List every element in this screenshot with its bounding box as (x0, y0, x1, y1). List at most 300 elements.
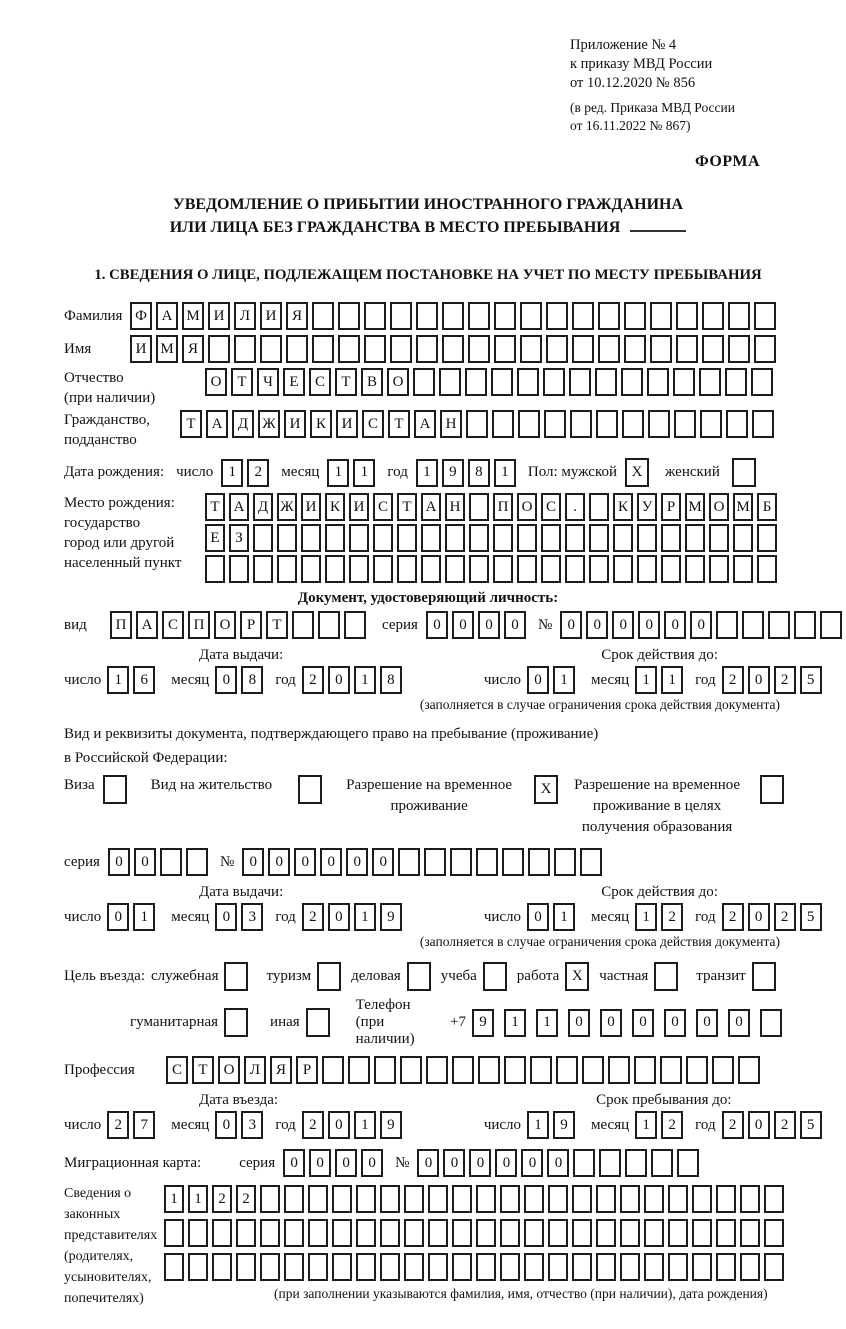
form-cell[interactable]: 0 (748, 903, 770, 931)
form-cell[interactable] (253, 555, 273, 583)
form-cell[interactable]: 9 (380, 903, 402, 931)
form-cell[interactable]: 0 (372, 848, 394, 876)
form-cell[interactable]: О (218, 1056, 240, 1084)
form-cell[interactable]: Т (266, 611, 288, 639)
form-cell[interactable]: Е (283, 368, 305, 396)
form-cell[interactable] (260, 335, 282, 363)
form-cell[interactable] (733, 555, 753, 583)
form-cell[interactable] (764, 1253, 784, 1281)
form-cell[interactable] (373, 555, 393, 583)
form-cell[interactable] (500, 1253, 520, 1281)
form-cell[interactable] (692, 1185, 712, 1213)
form-cell[interactable]: 0 (748, 1111, 770, 1139)
form-cell[interactable] (548, 1219, 568, 1247)
form-cell[interactable] (685, 524, 705, 552)
form-cell[interactable]: Т (205, 493, 225, 521)
form-cell[interactable]: 0 (600, 1009, 622, 1037)
form-cell[interactable] (624, 335, 646, 363)
form-cell[interactable]: 3 (241, 903, 263, 931)
form-cell[interactable]: 2 (107, 1111, 129, 1139)
form-cell[interactable] (397, 524, 417, 552)
form-cell[interactable] (760, 1009, 782, 1037)
form-cell[interactable]: 1 (635, 666, 657, 694)
form-cell[interactable] (284, 1185, 304, 1213)
form-cell[interactable] (543, 368, 565, 396)
form-cell[interactable]: Р (661, 493, 681, 521)
form-cell[interactable]: И (349, 493, 369, 521)
form-cell[interactable]: Н (440, 410, 462, 438)
form-cell[interactable]: 2 (212, 1185, 232, 1213)
form-cell[interactable]: И (130, 335, 152, 363)
form-cell[interactable] (356, 1219, 376, 1247)
form-cell[interactable]: 0 (328, 1111, 350, 1139)
form-cell[interactable] (397, 555, 417, 583)
form-cell[interactable]: 1 (635, 1111, 657, 1139)
form-cell[interactable]: 9 (472, 1009, 494, 1037)
form-cell[interactable]: М (733, 493, 753, 521)
form-cell[interactable] (452, 1185, 472, 1213)
form-cell[interactable] (317, 962, 341, 991)
form-cell[interactable] (390, 302, 412, 330)
form-cell[interactable] (794, 611, 816, 639)
form-cell[interactable] (212, 1219, 232, 1247)
form-cell[interactable] (620, 1253, 640, 1281)
form-cell[interactable]: К (325, 493, 345, 521)
form-cell[interactable]: 0 (107, 903, 129, 931)
form-cell[interactable] (452, 1253, 472, 1281)
form-cell[interactable] (582, 1056, 604, 1084)
form-cell[interactable]: А (414, 410, 436, 438)
form-cell[interactable] (668, 1185, 688, 1213)
form-cell[interactable] (556, 1056, 578, 1084)
form-cell[interactable] (541, 524, 561, 552)
form-cell[interactable]: 0 (632, 1009, 654, 1037)
form-cell[interactable] (764, 1219, 784, 1247)
form-cell[interactable] (493, 524, 513, 552)
form-cell[interactable] (673, 368, 695, 396)
form-cell[interactable] (733, 524, 753, 552)
form-cell[interactable]: 1 (494, 459, 516, 487)
form-cell[interactable] (676, 302, 698, 330)
form-cell[interactable] (637, 524, 657, 552)
form-cell[interactable] (674, 410, 696, 438)
form-cell[interactable]: 1 (527, 1111, 549, 1139)
form-cell[interactable] (754, 335, 776, 363)
form-cell[interactable] (728, 335, 750, 363)
form-cell[interactable] (757, 524, 777, 552)
form-cell[interactable] (728, 302, 750, 330)
form-cell[interactable] (424, 848, 446, 876)
form-cell[interactable] (260, 1185, 280, 1213)
form-cell[interactable] (416, 302, 438, 330)
form-cell[interactable] (740, 1185, 760, 1213)
form-cell[interactable]: 0 (469, 1149, 491, 1177)
form-cell[interactable] (466, 410, 488, 438)
form-cell[interactable] (569, 368, 591, 396)
form-cell[interactable] (651, 1149, 673, 1177)
form-cell[interactable]: 2 (236, 1185, 256, 1213)
form-cell[interactable]: У (637, 493, 657, 521)
form-cell[interactable] (692, 1253, 712, 1281)
form-cell[interactable] (277, 524, 297, 552)
form-cell[interactable] (450, 848, 472, 876)
form-cell[interactable] (702, 335, 724, 363)
form-cell[interactable]: Я (270, 1056, 292, 1084)
form-cell[interactable] (476, 1253, 496, 1281)
form-cell[interactable] (476, 848, 498, 876)
form-cell[interactable] (644, 1219, 664, 1247)
form-cell[interactable] (260, 1219, 280, 1247)
form-cell[interactable]: И (301, 493, 321, 521)
form-cell[interactable]: А (229, 493, 249, 521)
form-cell[interactable] (716, 611, 738, 639)
form-cell[interactable]: С (373, 493, 393, 521)
form-cell[interactable] (676, 335, 698, 363)
form-cell[interactable] (426, 1056, 448, 1084)
form-cell[interactable] (500, 1219, 520, 1247)
form-cell[interactable]: О (387, 368, 409, 396)
form-cell[interactable]: С (162, 611, 184, 639)
form-cell[interactable] (524, 1219, 544, 1247)
form-cell[interactable] (520, 302, 542, 330)
form-cell[interactable] (580, 848, 602, 876)
form-cell[interactable]: Р (296, 1056, 318, 1084)
form-cell[interactable] (764, 1185, 784, 1213)
form-cell[interactable]: 1 (164, 1185, 184, 1213)
form-cell[interactable] (752, 962, 776, 991)
form-cell[interactable]: В (361, 368, 383, 396)
form-cell[interactable]: 1 (188, 1185, 208, 1213)
form-cell[interactable] (332, 1253, 352, 1281)
form-cell[interactable]: 2 (247, 459, 269, 487)
form-cell[interactable] (548, 1185, 568, 1213)
form-cell[interactable]: Д (253, 493, 273, 521)
form-cell[interactable] (284, 1253, 304, 1281)
form-cell[interactable] (572, 1253, 592, 1281)
form-cell[interactable] (544, 410, 566, 438)
form-cell[interactable]: 0 (612, 611, 634, 639)
form-cell[interactable]: Д (232, 410, 254, 438)
form-cell[interactable]: X (625, 458, 649, 487)
form-cell[interactable]: 2 (302, 903, 324, 931)
form-cell[interactable] (709, 524, 729, 552)
form-cell[interactable]: 2 (302, 1111, 324, 1139)
form-cell[interactable] (421, 555, 441, 583)
form-cell[interactable]: 2 (661, 1111, 683, 1139)
form-cell[interactable] (356, 1185, 376, 1213)
form-cell[interactable] (742, 611, 764, 639)
form-cell[interactable] (709, 555, 729, 583)
form-cell[interactable]: 0 (328, 666, 350, 694)
form-cell[interactable] (524, 1253, 544, 1281)
form-cell[interactable] (212, 1253, 232, 1281)
form-cell[interactable] (468, 302, 490, 330)
form-cell[interactable]: 5 (800, 903, 822, 931)
form-cell[interactable] (277, 555, 297, 583)
form-cell[interactable]: Ф (130, 302, 152, 330)
form-cell[interactable]: 1 (536, 1009, 558, 1037)
form-cell[interactable]: 0 (547, 1149, 569, 1177)
form-cell[interactable] (661, 524, 681, 552)
form-cell[interactable] (469, 493, 489, 521)
form-cell[interactable] (572, 335, 594, 363)
form-cell[interactable]: 0 (283, 1149, 305, 1177)
form-cell[interactable]: Н (445, 493, 465, 521)
form-cell[interactable] (208, 335, 230, 363)
form-cell[interactable] (103, 775, 127, 804)
form-cell[interactable] (380, 1253, 400, 1281)
form-cell[interactable] (404, 1185, 424, 1213)
form-cell[interactable]: М (182, 302, 204, 330)
form-cell[interactable]: 0 (527, 666, 549, 694)
form-cell[interactable] (502, 848, 524, 876)
form-cell[interactable] (416, 335, 438, 363)
form-cell[interactable] (356, 1253, 376, 1281)
form-cell[interactable]: К (613, 493, 633, 521)
form-cell[interactable] (284, 1219, 304, 1247)
form-cell[interactable]: 2 (661, 903, 683, 931)
form-cell[interactable] (572, 1219, 592, 1247)
form-cell[interactable]: 8 (468, 459, 490, 487)
form-cell[interactable]: Б (757, 493, 777, 521)
form-cell[interactable]: М (156, 335, 178, 363)
form-cell[interactable]: 2 (774, 1111, 796, 1139)
form-cell[interactable]: 0 (309, 1149, 331, 1177)
form-cell[interactable]: 0 (728, 1009, 750, 1037)
form-cell[interactable]: И (336, 410, 358, 438)
form-cell[interactable] (348, 1056, 370, 1084)
form-cell[interactable] (520, 335, 542, 363)
form-cell[interactable]: 5 (800, 1111, 822, 1139)
form-cell[interactable] (164, 1219, 184, 1247)
form-cell[interactable] (465, 368, 487, 396)
form-cell[interactable] (570, 410, 592, 438)
form-cell[interactable]: С (309, 368, 331, 396)
form-cell[interactable]: 0 (346, 848, 368, 876)
form-cell[interactable]: 0 (696, 1009, 718, 1037)
form-cell[interactable] (349, 555, 369, 583)
form-cell[interactable] (298, 775, 322, 804)
form-cell[interactable] (613, 555, 633, 583)
form-cell[interactable]: 7 (133, 1111, 155, 1139)
form-cell[interactable] (325, 524, 345, 552)
form-cell[interactable] (647, 368, 669, 396)
form-cell[interactable]: 1 (416, 459, 438, 487)
form-cell[interactable] (699, 368, 721, 396)
form-cell[interactable]: 9 (442, 459, 464, 487)
form-cell[interactable]: 0 (452, 611, 474, 639)
form-cell[interactable] (751, 368, 773, 396)
form-cell[interactable] (654, 962, 678, 991)
form-cell[interactable]: С (541, 493, 561, 521)
form-cell[interactable] (404, 1253, 424, 1281)
form-cell[interactable]: . (565, 493, 585, 521)
form-cell[interactable]: П (110, 611, 132, 639)
form-cell[interactable]: 0 (664, 1009, 686, 1037)
form-cell[interactable] (517, 368, 539, 396)
form-cell[interactable] (253, 524, 273, 552)
form-cell[interactable] (732, 458, 756, 487)
form-cell[interactable]: П (188, 611, 210, 639)
form-cell[interactable]: И (208, 302, 230, 330)
form-cell[interactable] (589, 493, 609, 521)
form-cell[interactable] (469, 555, 489, 583)
form-cell[interactable] (476, 1219, 496, 1247)
form-cell[interactable]: 0 (134, 848, 156, 876)
form-cell[interactable] (491, 368, 513, 396)
form-cell[interactable]: 0 (560, 611, 582, 639)
form-cell[interactable] (700, 410, 722, 438)
form-cell[interactable] (374, 1056, 396, 1084)
form-cell[interactable] (349, 524, 369, 552)
form-cell[interactable] (188, 1219, 208, 1247)
form-cell[interactable] (725, 368, 747, 396)
form-cell[interactable]: 1 (354, 666, 376, 694)
form-cell[interactable] (546, 335, 568, 363)
form-cell[interactable] (364, 302, 386, 330)
form-cell[interactable]: 1 (661, 666, 683, 694)
form-cell[interactable] (442, 302, 464, 330)
form-cell[interactable] (637, 555, 657, 583)
form-cell[interactable] (572, 1185, 592, 1213)
form-cell[interactable] (390, 335, 412, 363)
form-cell[interactable]: Т (388, 410, 410, 438)
form-cell[interactable] (373, 524, 393, 552)
form-cell[interactable] (596, 1253, 616, 1281)
form-cell[interactable] (312, 302, 334, 330)
form-cell[interactable]: 1 (504, 1009, 526, 1037)
form-cell[interactable] (754, 302, 776, 330)
form-cell[interactable]: Л (244, 1056, 266, 1084)
form-cell[interactable]: 1 (107, 666, 129, 694)
form-cell[interactable]: П (493, 493, 513, 521)
form-cell[interactable]: 0 (328, 903, 350, 931)
form-cell[interactable]: 0 (443, 1149, 465, 1177)
form-cell[interactable] (554, 848, 576, 876)
form-cell[interactable]: 2 (722, 666, 744, 694)
form-cell[interactable] (620, 1185, 640, 1213)
form-cell[interactable]: 3 (241, 1111, 263, 1139)
form-cell[interactable] (400, 1056, 422, 1084)
form-cell[interactable] (445, 555, 465, 583)
form-cell[interactable]: 1 (221, 459, 243, 487)
form-cell[interactable]: 0 (638, 611, 660, 639)
form-cell[interactable] (668, 1219, 688, 1247)
form-cell[interactable] (565, 555, 585, 583)
form-cell[interactable] (596, 410, 618, 438)
form-cell[interactable]: 1 (354, 903, 376, 931)
form-cell[interactable]: 8 (380, 666, 402, 694)
form-cell[interactable] (599, 1149, 621, 1177)
form-cell[interactable]: 0 (568, 1009, 590, 1037)
form-cell[interactable] (596, 1185, 616, 1213)
form-cell[interactable] (493, 555, 513, 583)
form-cell[interactable]: 0 (748, 666, 770, 694)
form-cell[interactable] (624, 302, 646, 330)
form-cell[interactable] (325, 555, 345, 583)
form-cell[interactable] (308, 1185, 328, 1213)
form-cell[interactable] (236, 1219, 256, 1247)
form-cell[interactable] (476, 1185, 496, 1213)
form-cell[interactable]: А (156, 302, 178, 330)
form-cell[interactable] (338, 302, 360, 330)
form-cell[interactable] (413, 368, 435, 396)
form-cell[interactable]: Т (180, 410, 202, 438)
form-cell[interactable] (598, 335, 620, 363)
form-cell[interactable] (292, 611, 314, 639)
form-cell[interactable]: X (565, 962, 589, 991)
form-cell[interactable]: 0 (108, 848, 130, 876)
form-cell[interactable] (224, 1008, 248, 1037)
form-cell[interactable] (738, 1056, 760, 1084)
form-cell[interactable]: 0 (268, 848, 290, 876)
form-cell[interactable] (726, 410, 748, 438)
form-cell[interactable] (407, 962, 431, 991)
form-cell[interactable]: И (260, 302, 282, 330)
form-cell[interactable] (740, 1253, 760, 1281)
form-cell[interactable] (760, 775, 784, 804)
form-cell[interactable] (186, 848, 208, 876)
form-cell[interactable]: 6 (133, 666, 155, 694)
form-cell[interactable]: Ж (258, 410, 280, 438)
form-cell[interactable] (205, 555, 225, 583)
form-cell[interactable] (565, 524, 585, 552)
form-cell[interactable] (648, 410, 670, 438)
form-cell[interactable] (541, 555, 561, 583)
form-cell[interactable] (260, 1253, 280, 1281)
form-cell[interactable]: Р (240, 611, 262, 639)
form-cell[interactable] (306, 1008, 330, 1037)
form-cell[interactable]: 2 (774, 666, 796, 694)
form-cell[interactable] (312, 335, 334, 363)
form-cell[interactable]: 9 (553, 1111, 575, 1139)
form-cell[interactable]: 0 (417, 1149, 439, 1177)
form-cell[interactable] (634, 1056, 656, 1084)
form-cell[interactable]: 0 (527, 903, 549, 931)
form-cell[interactable]: О (214, 611, 236, 639)
form-cell[interactable]: 0 (586, 611, 608, 639)
form-cell[interactable] (613, 524, 633, 552)
form-cell[interactable] (644, 1253, 664, 1281)
form-cell[interactable] (483, 962, 507, 991)
form-cell[interactable] (621, 368, 643, 396)
form-cell[interactable] (380, 1185, 400, 1213)
form-cell[interactable]: А (421, 493, 441, 521)
form-cell[interactable]: 0 (242, 848, 264, 876)
form-cell[interactable] (445, 524, 465, 552)
form-cell[interactable]: X (534, 775, 558, 804)
form-cell[interactable] (620, 1219, 640, 1247)
form-cell[interactable]: 0 (690, 611, 712, 639)
form-cell[interactable] (452, 1219, 472, 1247)
form-cell[interactable] (752, 410, 774, 438)
form-cell[interactable]: 0 (215, 1111, 237, 1139)
form-cell[interactable]: А (206, 410, 228, 438)
form-cell[interactable] (428, 1185, 448, 1213)
form-cell[interactable] (224, 962, 248, 991)
form-cell[interactable]: 2 (774, 903, 796, 931)
form-cell[interactable] (492, 410, 514, 438)
form-cell[interactable] (528, 848, 550, 876)
form-cell[interactable] (164, 1253, 184, 1281)
form-cell[interactable] (504, 1056, 526, 1084)
form-cell[interactable] (548, 1253, 568, 1281)
form-cell[interactable]: 1 (553, 903, 575, 931)
form-cell[interactable] (589, 555, 609, 583)
form-cell[interactable] (644, 1185, 664, 1213)
form-cell[interactable] (716, 1253, 736, 1281)
form-cell[interactable] (500, 1185, 520, 1213)
